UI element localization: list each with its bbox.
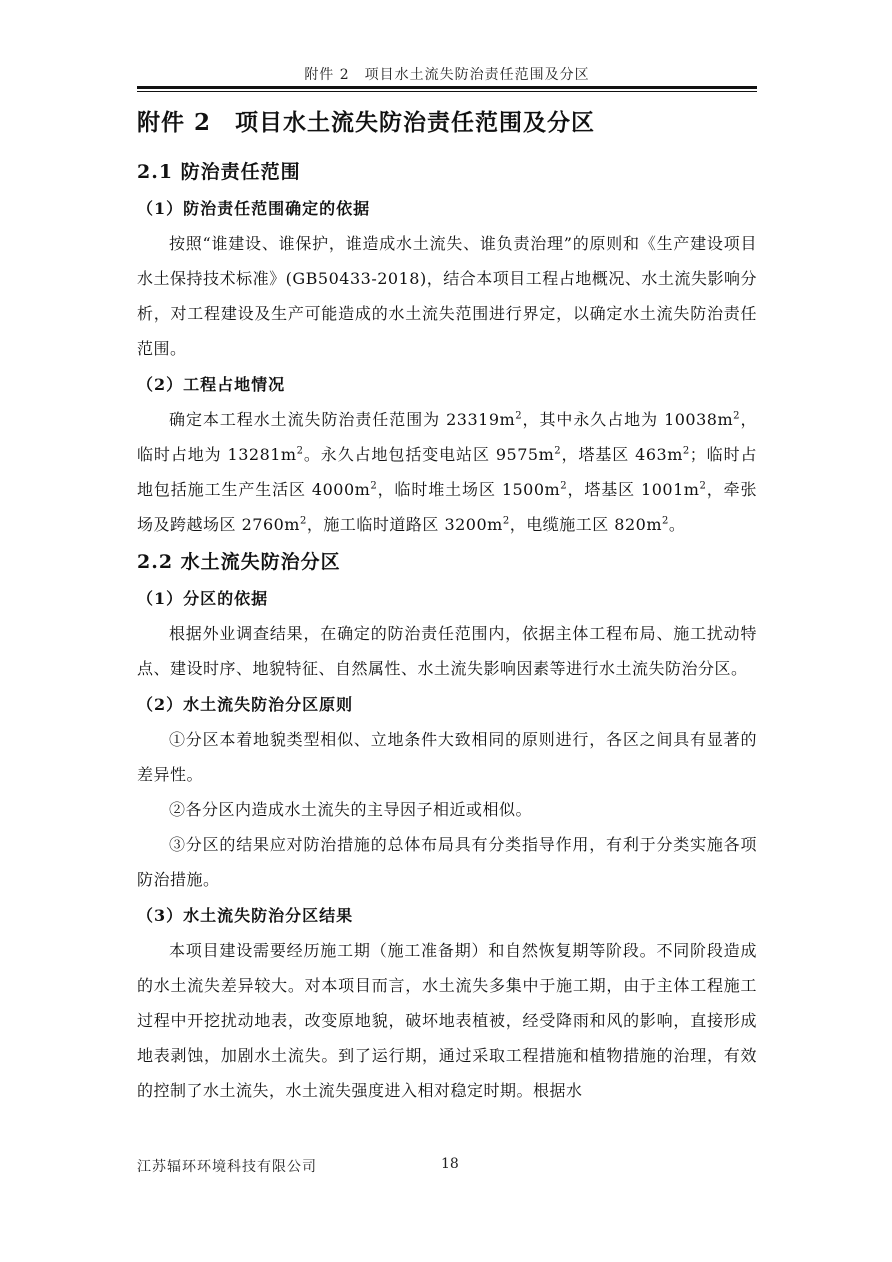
subheading-land-occupation: （2）工程占地情况 <box>137 375 286 394</box>
principle-3: ③分区的结果应对防治措施的总体布局具有分类指导作用，有利于分类实施各项防治措施。 <box>137 835 757 889</box>
subheading-zoning-principles: （2）水土流失防治分区原则 <box>137 695 354 714</box>
principle-1: ①分区本着地貌类型相似、立地条件大致相同的原则进行，各区之间具有显著的差异性。 <box>137 730 757 784</box>
paragraph-zoning-results: 本项目建设需要经历施工期（施工准备期）和自然恢复期等阶段。不同阶段造成的水土流失差异较大。对本项目而言，水土流失多集中于施工期，由于主体工程施工过程中开挖扰动地表，改变原地貌，破坏地表植被，经受降雨和风的影响，直接形成地表剥蚀，加剧水土流失。到了运行期，通过采取工程措施和植物措施的治理，有效的控制了水土流失，水土流失强度进入相对稳定时期。根据水 <box>137 941 757 1100</box>
subheading-zoning-basis: （1）分区的依据 <box>137 589 269 608</box>
section-heading-2-2: 2.2 水土流失防治分区 <box>137 551 341 573</box>
running-header: 附件 2 项目水土流失防治责任范围及分区 <box>304 67 590 83</box>
paragraph-land-occupation: 确定本工程水土流失防治责任范围为 $23319m^2$，其中永久占地为 $10038m^2$，临时占地为 $13281m^2$。永久占地包括变电站区 $9575m^2$，塔基区 $463m^2$；临时占地包括施工生产生活区 $4000m^2$，临时堆土场区 $1500m^2$，塔基区 $1001m^2$，牵张场及跨越场区 $2760m^2$，施工临时道路区 $3200m^2$，电缆施工区 $820m^2$。 <box>137 410 757 534</box>
document-body <box>137 104 757 1108</box>
header-rule-thick <box>137 86 757 89</box>
principle-2: ②各分区内造成水土流失的主导因子相近或相似。 <box>169 800 533 819</box>
header-rule-thin <box>137 91 757 92</box>
subheading-zoning-results: （3）水土流失防治分区结果 <box>137 906 354 925</box>
paragraph-basis: 按照“谁建设、谁保护，谁造成水土流失、谁负责治理”的原则和《生产建设项目水土保持技术标准》(GB50433-2018)，结合本项目工程占地概况、水土流失影响分析，对工程建设及生产可能造成的水土流失范围进行界定，以确定水土流失防治责任范围。 <box>137 234 757 358</box>
page-number: 18 <box>441 1156 459 1172</box>
section-heading-2-1: 2.1 防治责任范围 <box>137 161 301 183</box>
paragraph-zoning-basis: 根据外业调查结果，在确定的防治责任范围内，依据主体工程布局、施工扰动特点、建设时序、地貌特征、自然属性、水土流失影响因素等进行水土流失防治分区。 <box>137 624 757 678</box>
footer-company: 江苏辐环环境科技有限公司 <box>137 1159 317 1175</box>
subheading-basis: （1）防治责任范围确定的依据 <box>137 199 371 218</box>
document-title: 附件 2 项目水土流失防治责任范围及分区 <box>137 109 596 136</box>
